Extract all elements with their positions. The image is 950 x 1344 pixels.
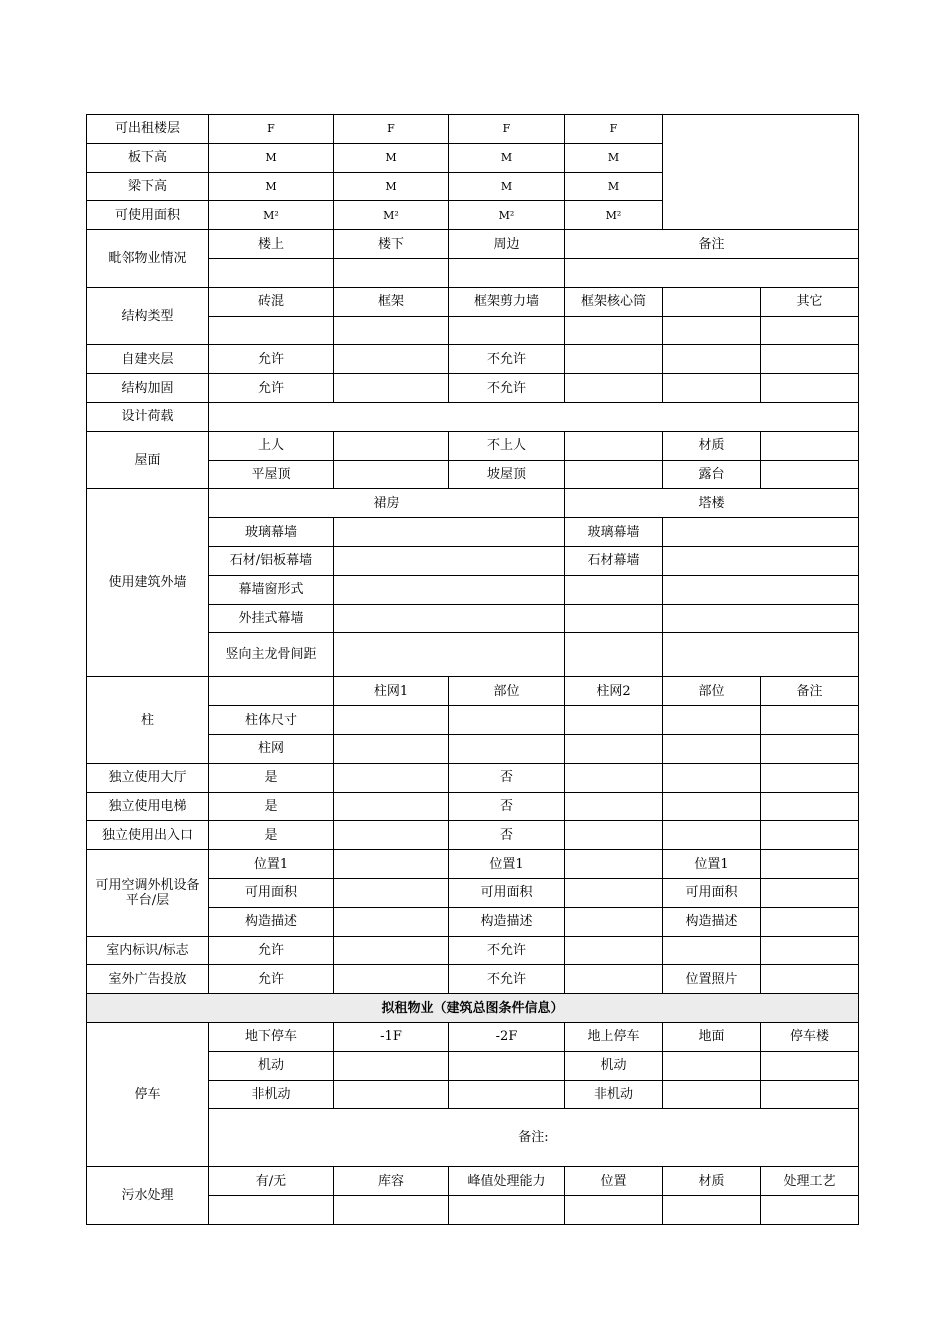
input-cell[interactable]: [663, 633, 859, 677]
input-cell[interactable]: [761, 1196, 859, 1225]
input-cell[interactable]: [761, 734, 859, 763]
usable-area-value: M²: [334, 201, 449, 230]
lobby-label: 独立使用大厅: [87, 763, 209, 792]
input-cell[interactable]: [334, 546, 565, 575]
rent-floor-value: F: [449, 115, 565, 144]
outdoor-ad-allow: 允许: [209, 965, 334, 994]
facade-tower-glass-curtain: 玻璃幕墙: [565, 518, 663, 547]
ac-location: 位置1: [663, 850, 761, 879]
input-cell[interactable]: [663, 374, 761, 403]
input-cell[interactable]: [663, 821, 761, 850]
input-cell[interactable]: [449, 706, 565, 735]
ac-area: 可用面积: [209, 878, 334, 907]
column-position: 部位: [663, 677, 761, 706]
slab-height-value: M: [334, 143, 449, 172]
reinforcement-label: 结构加固: [87, 374, 209, 403]
slab-height-value: M: [565, 143, 663, 172]
neighbors-surrounding: 周边: [449, 230, 565, 259]
entrance-no: 否: [449, 821, 565, 850]
input-cell[interactable]: [565, 604, 663, 633]
structure-frame: 框架: [334, 287, 449, 316]
roof-non-accessible: 不上人: [449, 431, 565, 460]
input-cell[interactable]: [565, 575, 663, 604]
facade-window-type: 幕墙窗形式: [209, 575, 334, 604]
input-cell[interactable]: [565, 1196, 663, 1225]
elevator-yes: 是: [209, 792, 334, 821]
input-cell[interactable]: [449, 1080, 565, 1109]
rent-floor-value: F: [209, 115, 334, 144]
input-cell[interactable]: [663, 1051, 761, 1080]
input-cell[interactable]: [334, 604, 565, 633]
input-cell[interactable]: [761, 1051, 859, 1080]
input-cell[interactable]: [565, 345, 663, 374]
input-cell[interactable]: [761, 936, 859, 965]
reinforcement-disallow: 不允许: [449, 374, 565, 403]
input-cell[interactable]: [334, 633, 565, 677]
parking-underground: 地下停车: [209, 1022, 334, 1051]
input-cell[interactable]: [449, 1196, 565, 1225]
column-position: 部位: [449, 677, 565, 706]
input-cell[interactable]: [761, 878, 859, 907]
input-cell[interactable]: [761, 431, 859, 460]
sewage-location: 位置: [565, 1167, 663, 1196]
input-cell[interactable]: [565, 258, 859, 287]
blank-cell: [663, 287, 761, 316]
input-cell[interactable]: [334, 374, 449, 403]
parking-motor: 机动: [209, 1051, 334, 1080]
beam-height-value: M: [334, 172, 449, 201]
input-cell[interactable]: [663, 792, 761, 821]
input-cell[interactable]: [565, 936, 663, 965]
input-cell[interactable]: [663, 763, 761, 792]
ac-platform-label-line1: 可用空调外机设备: [95, 877, 200, 893]
structure-frame-shear: 框架剪力墙: [449, 287, 565, 316]
neighbors-remarks: 备注: [565, 230, 859, 259]
input-cell[interactable]: [565, 850, 663, 879]
facade-stone-curtain: 石材幕墙: [565, 546, 663, 575]
property-info-table: [86, 114, 859, 1225]
input-cell[interactable]: [663, 518, 859, 547]
design-load-label: 设计荷载: [87, 402, 209, 431]
input-cell[interactable]: [334, 431, 449, 460]
input-cell[interactable]: [565, 965, 663, 994]
mezzanine-label: 自建夹层: [87, 345, 209, 374]
beam-height-value: M: [565, 172, 663, 201]
parking-b1: -1F: [334, 1022, 449, 1051]
input-cell[interactable]: [449, 316, 565, 345]
beam-height-value: M: [209, 172, 334, 201]
input-cell[interactable]: [449, 258, 565, 287]
input-cell[interactable]: [761, 850, 859, 879]
input-cell[interactable]: [761, 763, 859, 792]
input-cell[interactable]: [334, 792, 449, 821]
ac-description: 构造描述: [449, 907, 565, 936]
input-cell[interactable]: [761, 1080, 859, 1109]
input-cell[interactable]: [663, 1080, 761, 1109]
neighbors-label: 毗邻物业情况: [87, 230, 209, 288]
roof-accessible: 上人: [209, 431, 334, 460]
usable-area-value: M²: [449, 201, 565, 230]
mezzanine-allow: 允许: [209, 345, 334, 374]
facade-glass-curtain: 玻璃幕墙: [209, 518, 334, 547]
roof-flat: 平屋顶: [209, 460, 334, 489]
sewage-exist: 有/无: [209, 1167, 334, 1196]
column-size: 柱体尺寸: [209, 706, 334, 735]
parking-motor-above: 机动: [565, 1051, 663, 1080]
neighbors-downstairs: 楼下: [334, 230, 449, 259]
input-cell[interactable]: [334, 706, 449, 735]
ac-area: 可用面积: [449, 878, 565, 907]
section-title: 拟租物业（建筑总图条件信息）: [87, 994, 859, 1023]
input-cell[interactable]: [565, 907, 663, 936]
input-cell[interactable]: [334, 1051, 449, 1080]
input-cell[interactable]: [663, 546, 859, 575]
input-cell[interactable]: [761, 907, 859, 936]
indoor-sign-allow: 允许: [209, 936, 334, 965]
elevator-no: 否: [449, 792, 565, 821]
parking-non-motor-above: 非机动: [565, 1080, 663, 1109]
column-label: 柱: [87, 677, 209, 763]
roof-terrace: 露台: [663, 460, 761, 489]
facade-tower: 塔楼: [565, 489, 859, 518]
facade-hanging-curtain: 外挂式幕墙: [209, 604, 334, 633]
input-cell[interactable]: [565, 821, 663, 850]
usable-area-value: M²: [565, 201, 663, 230]
input-cell[interactable]: [761, 374, 859, 403]
input-cell[interactable]: [565, 431, 663, 460]
input-cell[interactable]: [761, 706, 859, 735]
rent-floor-value: F: [565, 115, 663, 144]
indoor-sign-disallow: 不允许: [449, 936, 565, 965]
parking-garage: 停车楼: [761, 1022, 859, 1051]
slab-height-value: M: [209, 143, 334, 172]
input-cell[interactable]: [663, 1196, 761, 1225]
lobby-no: 否: [449, 763, 565, 792]
ac-platform-label-line2: 平台/层: [125, 892, 170, 908]
input-cell[interactable]: [663, 706, 761, 735]
input-cell[interactable]: [334, 850, 449, 879]
neighbors-upstairs: 楼上: [209, 230, 334, 259]
roof-label: 屋面: [87, 431, 209, 489]
slab-height-value: M: [449, 143, 565, 172]
input-cell[interactable]: [663, 316, 761, 345]
input-cell[interactable]: [761, 965, 859, 994]
input-cell[interactable]: [565, 316, 663, 345]
input-cell[interactable]: [663, 575, 859, 604]
beam-height-value: M: [449, 172, 565, 201]
roof-material: 材质: [663, 431, 761, 460]
input-cell[interactable]: [334, 907, 449, 936]
parking-b2: -2F: [449, 1022, 565, 1051]
input-cell[interactable]: [761, 460, 859, 489]
ac-description: 构造描述: [663, 907, 761, 936]
usable-area-value: M²: [209, 201, 334, 230]
input-cell[interactable]: [334, 1196, 449, 1225]
sewage-capacity: 库容: [334, 1167, 449, 1196]
input-cell[interactable]: [209, 1196, 334, 1225]
input-cell[interactable]: [334, 518, 565, 547]
input-cell[interactable]: [334, 878, 449, 907]
input-cell[interactable]: [761, 792, 859, 821]
ac-location: 位置1: [449, 850, 565, 879]
parking-label: 停车: [87, 1022, 209, 1166]
input-cell[interactable]: [565, 792, 663, 821]
ac-platform-label: [87, 850, 209, 936]
input-cell[interactable]: [565, 763, 663, 792]
input-cell[interactable]: [761, 345, 859, 374]
input-cell[interactable]: [565, 878, 663, 907]
input-cell[interactable]: [449, 734, 565, 763]
elevator-label: 独立使用电梯: [87, 792, 209, 821]
beam-height-label: 梁下高: [87, 172, 209, 201]
roof-sloped: 坡屋顶: [449, 460, 565, 489]
facade-stone-aluminum: 石材/铝板幕墙: [209, 546, 334, 575]
input-cell[interactable]: [663, 734, 761, 763]
structure-brick: 砖混: [209, 287, 334, 316]
outdoor-ad-disallow: 不允许: [449, 965, 565, 994]
input-cell[interactable]: [449, 1051, 565, 1080]
facade-podium: 裙房: [209, 489, 565, 518]
input-cell[interactable]: [334, 345, 449, 374]
column-grid1: 柱网1: [334, 677, 449, 706]
structure-label: 结构类型: [87, 287, 209, 345]
input-cell[interactable]: [334, 965, 449, 994]
input-cell[interactable]: [334, 734, 449, 763]
input-cell[interactable]: [334, 258, 449, 287]
facade-label: 使用建筑外墙: [87, 489, 209, 677]
sewage-material: 材质: [663, 1167, 761, 1196]
input-cell[interactable]: [334, 936, 449, 965]
sewage-process: 处理工艺: [761, 1167, 859, 1196]
usable-area-label: 可使用面积: [87, 201, 209, 230]
ac-location: 位置1: [209, 850, 334, 879]
input-cell[interactable]: [565, 734, 663, 763]
input-cell[interactable]: [761, 316, 859, 345]
blank-cell[interactable]: [663, 115, 859, 230]
input-cell[interactable]: [209, 402, 859, 431]
structure-other: 其它: [761, 287, 859, 316]
entrance-yes: 是: [209, 821, 334, 850]
indoor-sign-label: 室内标识/标志: [87, 936, 209, 965]
ac-area: 可用面积: [663, 878, 761, 907]
column-remarks: 备注: [761, 677, 859, 706]
slab-height-label: 板下高: [87, 143, 209, 172]
column-grid2: 柱网2: [565, 677, 663, 706]
outdoor-ad-photo: 位置照片: [663, 965, 761, 994]
input-cell[interactable]: [334, 821, 449, 850]
input-cell[interactable]: [761, 821, 859, 850]
input-cell[interactable]: [565, 374, 663, 403]
input-cell[interactable]: [334, 1080, 449, 1109]
input-cell[interactable]: [663, 604, 859, 633]
sewage-label: 污水处理: [87, 1167, 209, 1225]
parking-ground: 地面: [663, 1022, 761, 1051]
parking-above-ground: 地上停车: [565, 1022, 663, 1051]
input-cell[interactable]: [565, 460, 663, 489]
input-cell[interactable]: [209, 316, 334, 345]
mezzanine-disallow: 不允许: [449, 345, 565, 374]
input-cell[interactable]: [334, 575, 565, 604]
column-grid: 柱网: [209, 734, 334, 763]
facade-mullion-spacing: 竖向主龙骨间距: [209, 633, 334, 677]
sewage-peak: 峰值处理能力: [449, 1167, 565, 1196]
input-cell[interactable]: [663, 936, 761, 965]
input-cell[interactable]: [209, 258, 334, 287]
entrance-label: 独立使用出入口: [87, 821, 209, 850]
parking-non-motor: 非机动: [209, 1080, 334, 1109]
parking-note[interactable]: 备注:: [209, 1109, 859, 1167]
input-cell[interactable]: [334, 763, 449, 792]
structure-frame-core: 框架核心筒: [565, 287, 663, 316]
rent-floor-label: 可出租楼层: [87, 115, 209, 144]
lobby-yes: 是: [209, 763, 334, 792]
reinforcement-allow: 允许: [209, 374, 334, 403]
blank-cell: [209, 677, 334, 706]
input-cell[interactable]: [334, 316, 449, 345]
ac-description: 构造描述: [209, 907, 334, 936]
input-cell[interactable]: [334, 460, 449, 489]
input-cell[interactable]: [565, 633, 663, 677]
input-cell[interactable]: [663, 345, 761, 374]
input-cell[interactable]: [565, 706, 663, 735]
outdoor-ad-label: 室外广告投放: [87, 965, 209, 994]
rent-floor-value: F: [334, 115, 449, 144]
